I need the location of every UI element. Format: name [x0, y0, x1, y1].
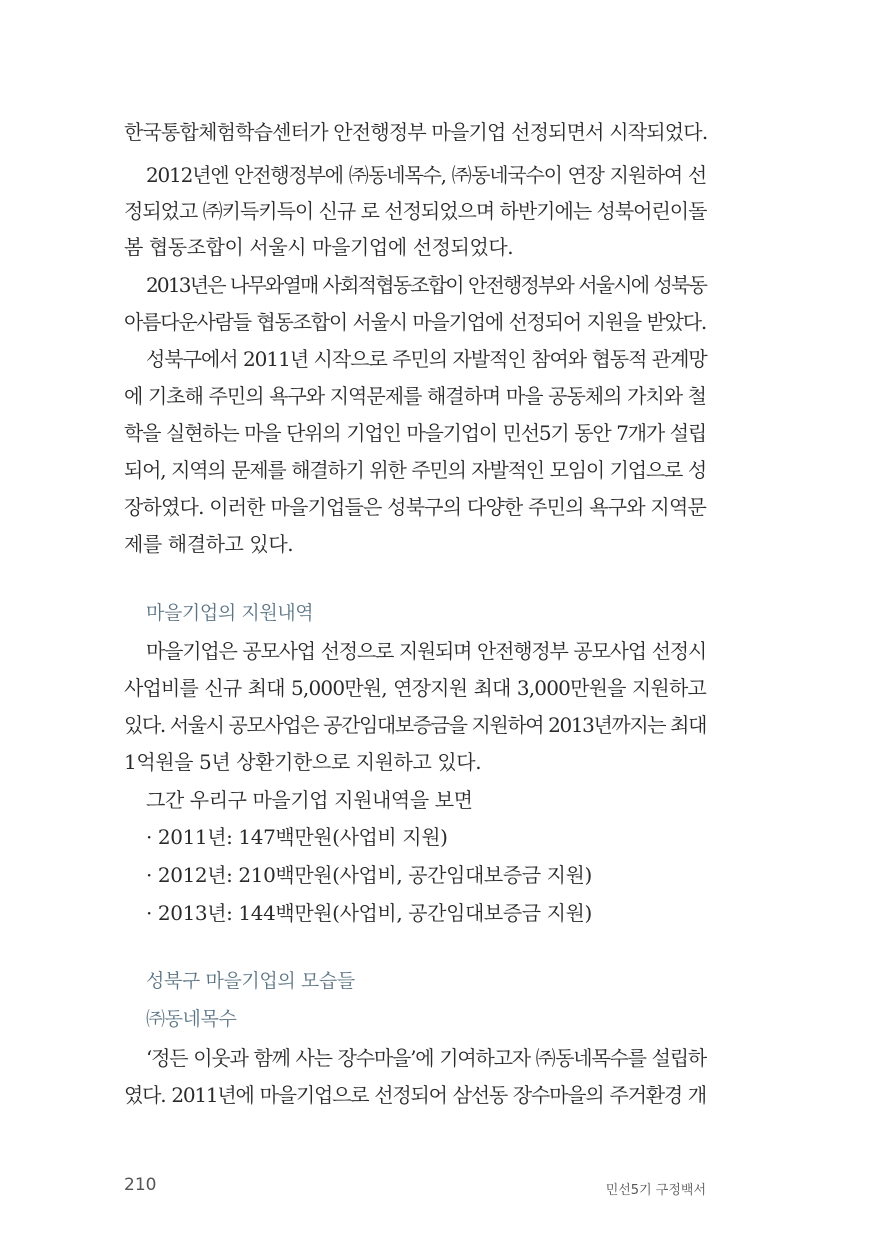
running-footer-title: 민선5기 구정백서	[605, 1183, 706, 1198]
body-line: 학을 실현하는 마을 단위의 기업인 마을기업이 민선5기 동안 7개가 설립	[124, 421, 706, 445]
body-line: 장하였다. 이러한 마을기업들은 성북구의 다양한 주민의 욕구와 지역문	[124, 495, 706, 519]
section-heading-enterprises: 성북구 마을기업의 모습들	[146, 970, 355, 992]
support-bullet-2013: · 2013년: 144백만원(사업비, 공간임대보증금 지원)	[146, 901, 592, 925]
body-line: 1억원을 5년 상환기한으로 지원하고 있다.	[124, 750, 482, 774]
body-line: 2012년엔 안전행정부에 ㈜동네목수, ㈜동네국수이 연장 지원하여 선	[146, 163, 706, 187]
body-line: 있다. 서울시 공모사업은 공간임대보증금을 지원하여 2013년까지는 최대	[124, 713, 706, 737]
body-line: 사업비를 신규 최대 5,000만원, 연장지원 최대 3,000만원을 지원하고	[124, 676, 706, 700]
support-intro: 그간 우리구 마을기업 지원내역을 보면	[146, 788, 473, 812]
support-bullet-2012: · 2012년: 210백만원(사업비, 공간임대보증금 지원)	[146, 863, 592, 887]
page-number: 210	[124, 1175, 157, 1195]
section-heading-support: 마을기업의 지원내역	[146, 602, 314, 624]
support-bullet-2011: · 2011년: 147백만원(사업비 지원)	[146, 825, 448, 849]
body-line: 정되었고 ㈜키득키득이 신규 로 선정되었으며 하반기에는 성북어린이돌	[124, 199, 707, 223]
body-line: 봄 협동조합이 서울시 마을기업에 선정되었다.	[124, 235, 514, 259]
body-line: 아름다운사람들 협동조합이 서울시 마을기업에 선정되어 지원을 받았다.	[124, 310, 706, 334]
subheading-dongne-moksu: ㈜동네목수	[146, 1008, 237, 1030]
body-line: 2013년은 나무와열매 사회적협동조합이 안전행정부와 서울시에 성북동	[146, 273, 706, 297]
body-line: 마을기업은 공모사업 선정으로 지원되며 안전행정부 공모사업 선정시	[146, 639, 706, 663]
body-line: 였다. 2011년에 마을기업으로 선정되어 삼선동 장수마을의 주거환경 개	[124, 1083, 706, 1107]
body-line: 에 기초해 주민의 욕구와 지역문제를 해결하며 마을 공동체의 가치와 철	[124, 384, 706, 408]
body-line: ‘정든 이웃과 함께 사는 장수마을’에 기여하고자 ㈜동네목수를 설립하	[146, 1046, 706, 1070]
body-line: 한국통합체험학습센터가 안전행정부 마을기업 선정되면서 시작되었다.	[124, 120, 708, 144]
body-line: 되어, 지역의 문제를 해결하기 위한 주민의 자발적인 모임이 기업으로 성	[124, 458, 706, 482]
body-line: 제를 해결하고 있다.	[124, 532, 294, 556]
body-line: 성북구에서 2011년 시작으로 주민의 자발적인 참여와 협동적 관계망	[146, 347, 707, 371]
